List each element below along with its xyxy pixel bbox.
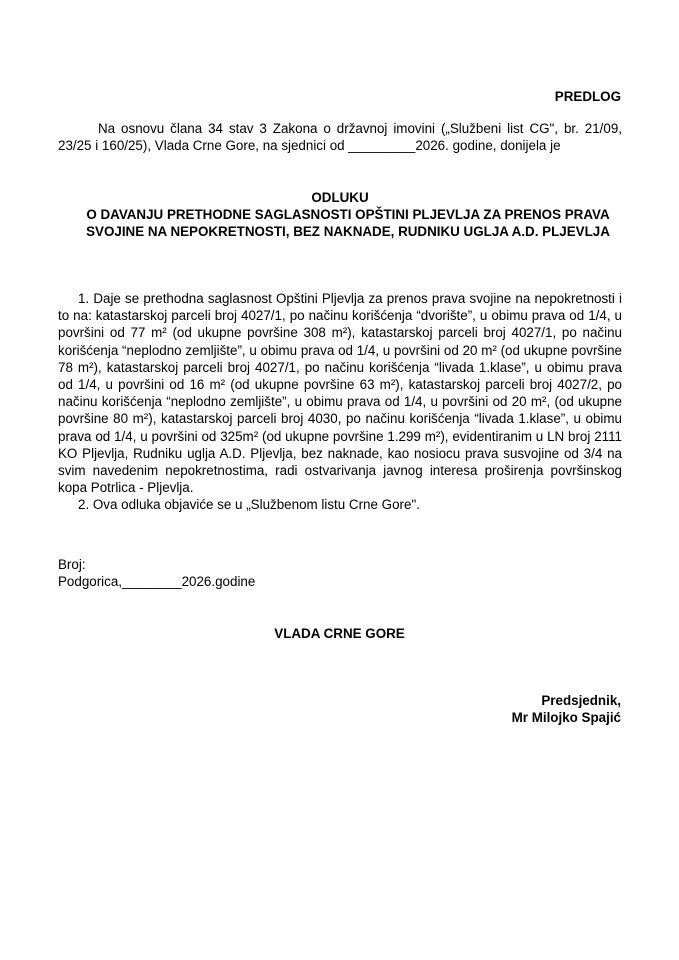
preamble-paragraph: Na osnovu člana 34 stav 3 Zakona o državnoj imovini („Službeni list CG", br. 21/09, 23/25 i 160/25), Vlada Crne Gore, na sjednici od _________2026. godine, donijela je — [58, 121, 622, 154]
signatory-title: Predsjednik, — [541, 693, 621, 708]
signatory-name: Mr Milojko Spajić — [511, 710, 621, 726]
article-1: 1. Daje se prethodna saglasnost Opštini Pljevlja za prenos prava svojine na nepokretnosti i to na: katastarskoj parceli broj 4027/1, po načinu korišćenja “dvorište”, u obimu prava od 1/4, u površini od 77 m² (od ukupne površine 308 m²), katastarskoj parceli broj 4027/1, po načinu korišćenja “neplodno zemljište”, u obimu prava od 1/4, u površini od 20 m² (od ukupne površine 78 m²), katastarskoj parceli broj 4027/1, po načinu korišćenja “livada 1.klase”, u obimu prava od 1/4, u površini od 16 m² (od ukupne površine 63 m²), katastarskoj parceli broj 4027/2, po načinu korišćenja “neplodno zemljište”, u obimu prava od 1/4, u površini od 20 m², (od ukupne površine 80 m²), katastarskoj parceli broj 4030, po načinu korišćenja “livada 1.klase”, u obimu prava od 1/4, u površini od 325m² (od ukupne površine 1.299 m²), evidentiranim u LN broj 2111 KO Pljevlja, Rudniku uglja A.D. Pljevlja, bez naknade, kao nosiocu prava susvojine od 3/4 na svim navedenim nepokretnostima, radi ostvarivanja javnog interesa proširenja površinskog kopa Potrlica - Pljevlja. — [58, 291, 622, 496]
reference-number-label: Broj: — [58, 557, 86, 572]
document-status-label: PREDLOG — [554, 89, 621, 104]
signature-block — [512, 692, 621, 726]
decision-title: ODLUKU — [311, 190, 369, 205]
decision-subtitle: O DAVANJU PRETHODNE SAGLASNOSTI OPŠTINI PLJEVLJA ZA PRENOS PRAVA SVOJINE NA NEPOKRETNOSTI, BEZ NAKNADE, RUDNIKU UGLJA A.D. PLJEVLJA — [86, 207, 610, 240]
decision-title-block — [58, 189, 622, 241]
decision-body — [58, 290, 622, 514]
article-2: 2. Ova odluka objaviće se u „Službenom listu Crne Gore". — [78, 497, 420, 513]
place-date-line: Podgorica,________2026.godine — [58, 574, 256, 589]
government-name: VLADA CRNE GORE — [274, 626, 405, 641]
